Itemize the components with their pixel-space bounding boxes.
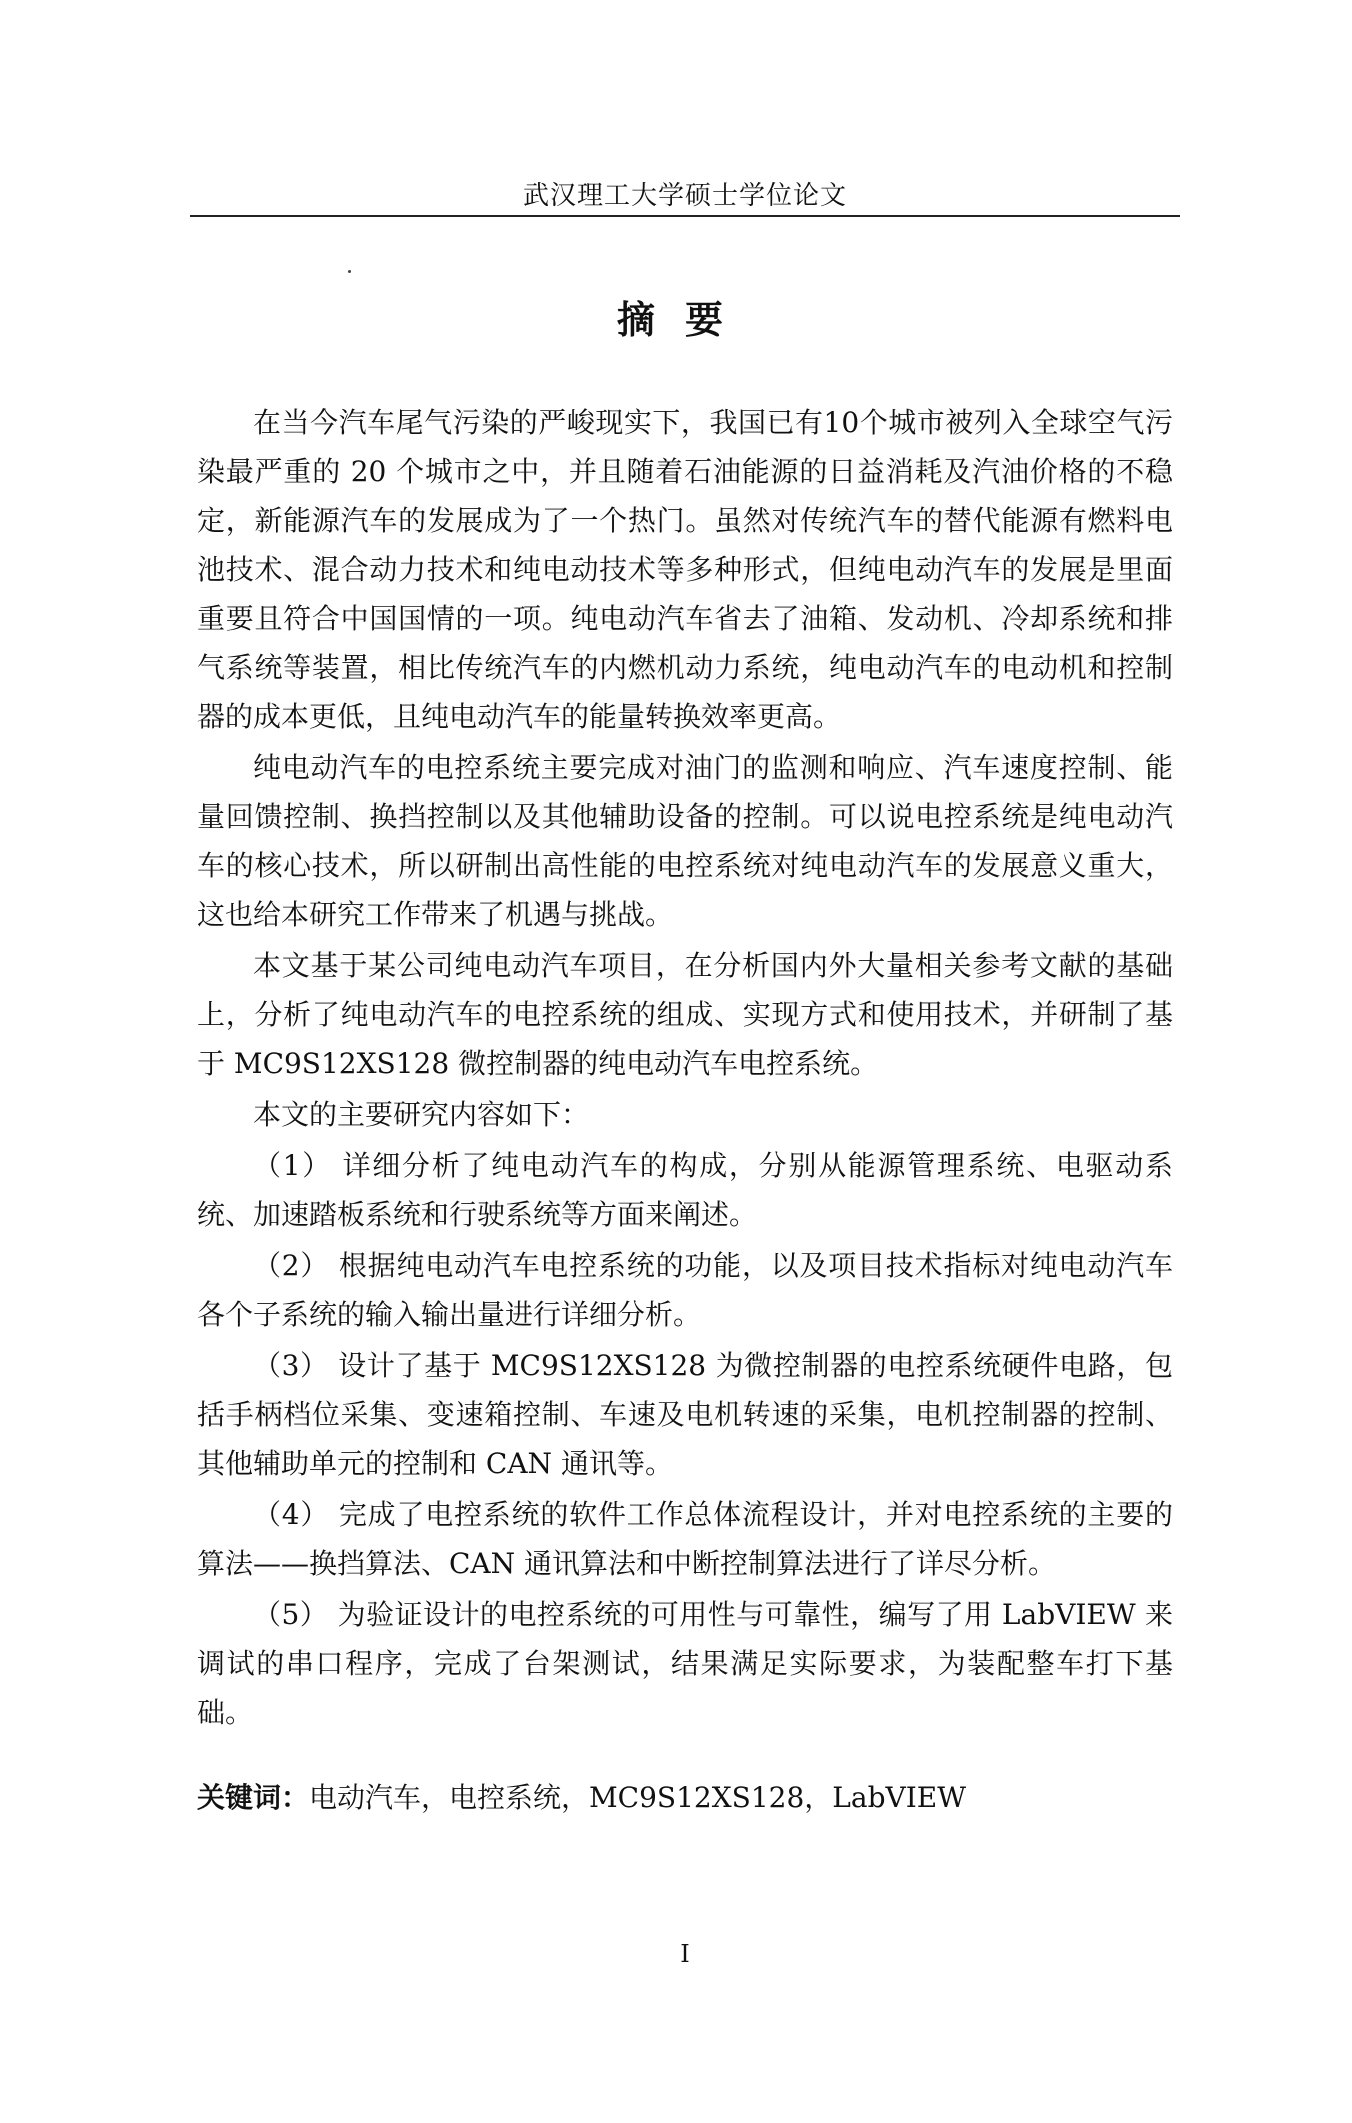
page-number: I bbox=[680, 1940, 690, 1968]
research-item-1: （1） 详细分析了纯电动汽车的构成，分别从能源管理系统、电驱动系统、加速踏板系统和行驶系统等方面来阐述。 bbox=[197, 1149, 1173, 1231]
keywords-line bbox=[197, 1778, 1173, 1818]
abstract-title: 摘要 bbox=[616, 298, 753, 342]
keywords-value: 电动汽车，电控系统，MC9S12XS128，LabVIEW bbox=[309, 1781, 967, 1814]
paragraph-4: 本文的主要研究内容如下： bbox=[253, 1098, 590, 1131]
running-header: 武汉理工大学硕士学位论文 bbox=[522, 181, 847, 211]
paragraph-3: 本文基于某公司纯电动汽车项目，在分析国内外大量相关参考文献的基础上，分析了纯电动汽车的电控系统的组成、实现方式和使用技术，并研制了基于 MC9S12XS128 微控制器的纯电动汽车电控系统。 bbox=[197, 949, 1173, 1080]
research-item-5: （5） 为验证设计的电控系统的可用性与可靠性，编写了用 LabVIEW 来调试的串口程序，完成了台架测试，结果满足实际要求，为装配整车打下基础。 bbox=[197, 1598, 1173, 1729]
research-item-4: （4） 完成了电控系统的软件工作总体流程设计，并对电控系统的主要的算法——换挡算法、CAN 通讯算法和中断控制算法进行了详尽分析。 bbox=[197, 1498, 1173, 1580]
scan-speck bbox=[348, 270, 351, 273]
paragraph-2: 纯电动汽车的电控系统主要完成对油门的监测和响应、汽车速度控制、能量回馈控制、换挡控制以及其他辅助设备的控制。可以说电控系统是纯电动汽车的核心技术，所以研制出高性能的电控系统对纯电动汽车的发展意义重大，这也给本研究工作带来了机遇与挑战。 bbox=[197, 751, 1173, 931]
research-item-3: （3） 设计了基于 MC9S12XS128 为微控制器的电控系统硬件电路，包括手柄档位采集、变速箱控制、车速及电机转速的采集，电机控制器的控制、其他辅助单元的控制和 CAN 通讯等。 bbox=[197, 1349, 1173, 1480]
abstract-body bbox=[197, 398, 1173, 1739]
research-item-2: （2） 根据纯电动汽车电控系统的功能，以及项目技术指标对纯电动汽车各个子系统的输入输出量进行详细分析。 bbox=[197, 1249, 1173, 1331]
paragraph-1: 在当今汽车尾气污染的严峻现实下，我国已有10个城市被列入全球空气污染最严重的 20 个城市之中，并且随着石油能源的日益消耗及汽油价格的不稳定，新能源汽车的发展成为了一个热门。虽然对传统汽车的替代能源有燃料电池技术、混合动力技术和纯电动技术等多种形式，但纯电动汽车的发展是里面重要且符合中国国情的一项。纯电动汽车省去了油箱、发动机、冷却系统和排气系统等装置，相比传统汽车的内燃机动力系统，纯电动汽车的电动机和控制器的成本更低，且纯电动汽车的能量转换效率更高。 bbox=[197, 406, 1173, 733]
keywords-label: 关键词： bbox=[197, 1781, 310, 1814]
header-rule bbox=[190, 215, 1180, 217]
